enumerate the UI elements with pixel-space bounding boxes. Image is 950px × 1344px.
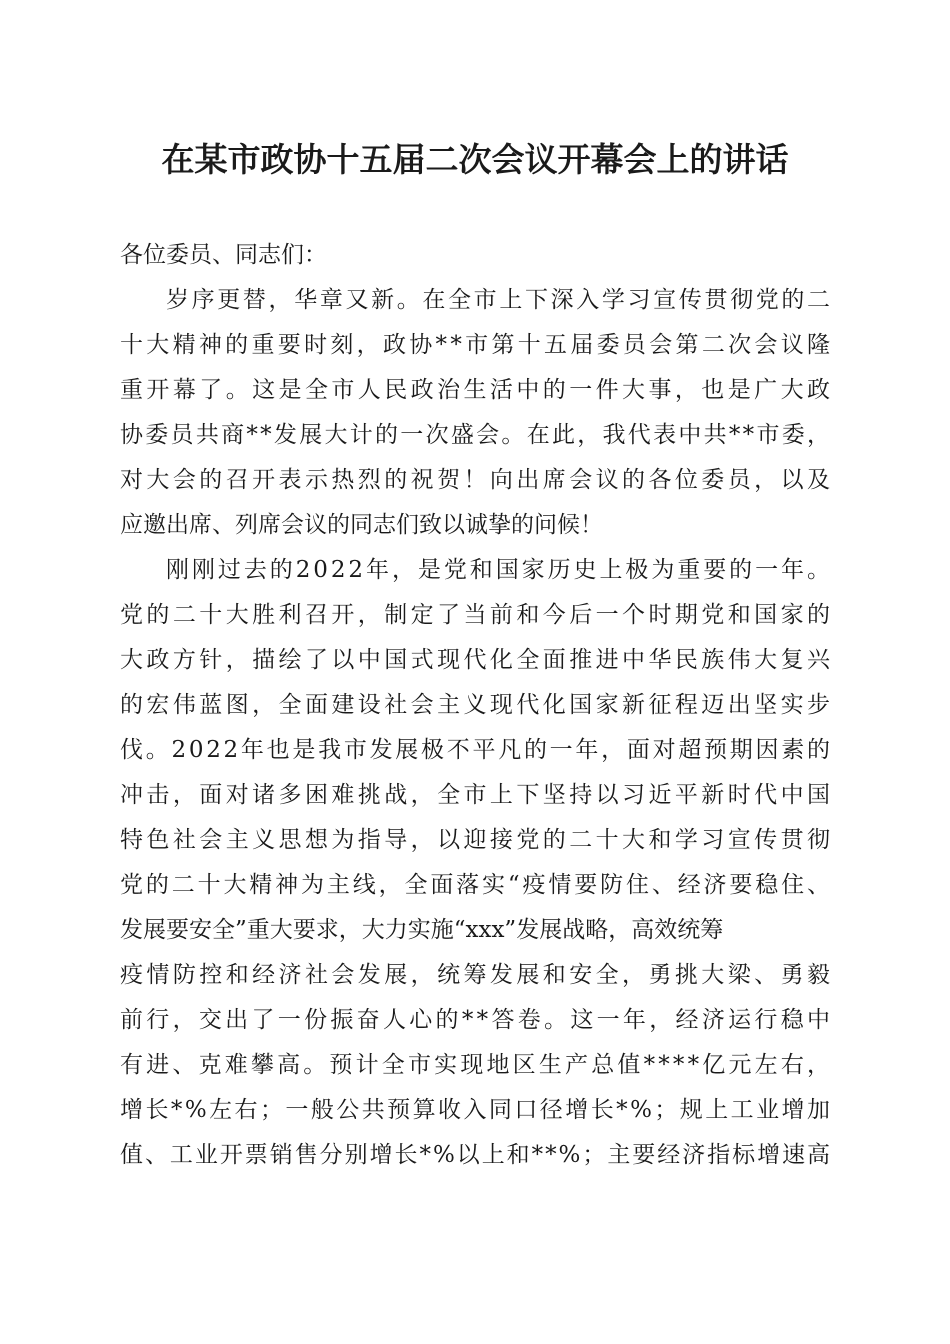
line-text: 应邀出席、列席会议的同志们致以诚挚的问候！ (120, 512, 603, 538)
line-text: 刚刚过去的2022年，是党和国家历史上极为重要的一年。 (166, 557, 833, 583)
paragraph-line (0, 775, 950, 815)
paragraph-line (0, 415, 950, 455)
line-text: 有进、克难攀高。预计全市实现地区生产总值****亿元左右， (120, 1052, 834, 1078)
line-text: 增长*%左右；一般公共预算收入同口径增长*%；规上工业增加 (120, 1097, 833, 1123)
paragraph-line (0, 820, 950, 860)
salutation: 各位委员、同志们： (120, 242, 327, 268)
line-text: 特色社会主义思想为指导，以迎接党的二十大和学习宣传贯彻 (120, 827, 834, 853)
line-text: 党的二十大精神为主线，全面落实“疫情要防住、经济要稳住、 (120, 872, 833, 898)
line-text: 协委员共商**发展大计的一次盛会。在此，我代表中共**市委， (120, 422, 833, 448)
line-text: 值、工业开票销售分别增长*%以上和**%；主要经济指标增速高 (120, 1142, 832, 1168)
paragraph-line (0, 730, 950, 770)
paragraph-line (0, 460, 950, 500)
paragraph-line (0, 685, 950, 725)
paragraph-line (0, 370, 950, 410)
line-text: 岁序更替，华章又新。在全市上下深入学习宣传贯彻党的二 (166, 287, 833, 313)
line-text: 冲击，面对诸多困难挑战，全市上下坚持以习近平新时代中国 (120, 782, 834, 808)
line-text: 前行，交出了一份振奋人心的**答卷。这一年，经济运行稳中 (120, 1007, 834, 1033)
line-text: 重开幕了。这是全市人民政治生活中的一件大事，也是广大政 (120, 377, 834, 403)
line-text: 大政方针，描绘了以中国式现代化全面推进中华民族伟大复兴 (120, 647, 834, 673)
paragraph-line (0, 280, 950, 320)
paragraph-line (0, 1045, 950, 1085)
document-title: 在某市政协十五届二次会议开幕会上的讲话 (161, 140, 789, 179)
paragraph-line (0, 1135, 950, 1175)
paragraph-line (0, 1090, 950, 1130)
paragraph-line (0, 1000, 950, 1040)
line-text: 发展要安全”重大要求，大力实施“xxx”发展战略，高效统筹 (120, 917, 724, 943)
paragraph-line (0, 640, 950, 680)
paragraph-line (0, 955, 950, 995)
paragraph-line (0, 550, 950, 590)
line-text: 伐。2022年也是我市发展极不平凡的一年，面对超预期因素的 (120, 737, 833, 763)
paragraph-line (0, 325, 950, 365)
line-text: 党的二十大胜利召开，制定了当前和今后一个时期党和国家的 (120, 602, 834, 628)
salutation-line (0, 235, 950, 275)
paragraph-line (0, 595, 950, 635)
paragraph-line (0, 865, 950, 905)
paragraph-line (0, 910, 950, 950)
line-text: 的宏伟蓝图，全面建设社会主义现代化国家新征程迈出坚实步 (120, 692, 834, 718)
paragraph-line (0, 505, 950, 545)
line-text: 疫情防控和经济社会发展，统筹发展和安全，勇挑大梁、勇毅 (120, 962, 834, 988)
line-text: 十大精神的重要时刻，政协**市第十五届委员会第二次会议隆 (120, 332, 834, 358)
line-text: 对大会的召开表示热烈的祝贺！向出席会议的各位委员，以及 (120, 467, 834, 493)
